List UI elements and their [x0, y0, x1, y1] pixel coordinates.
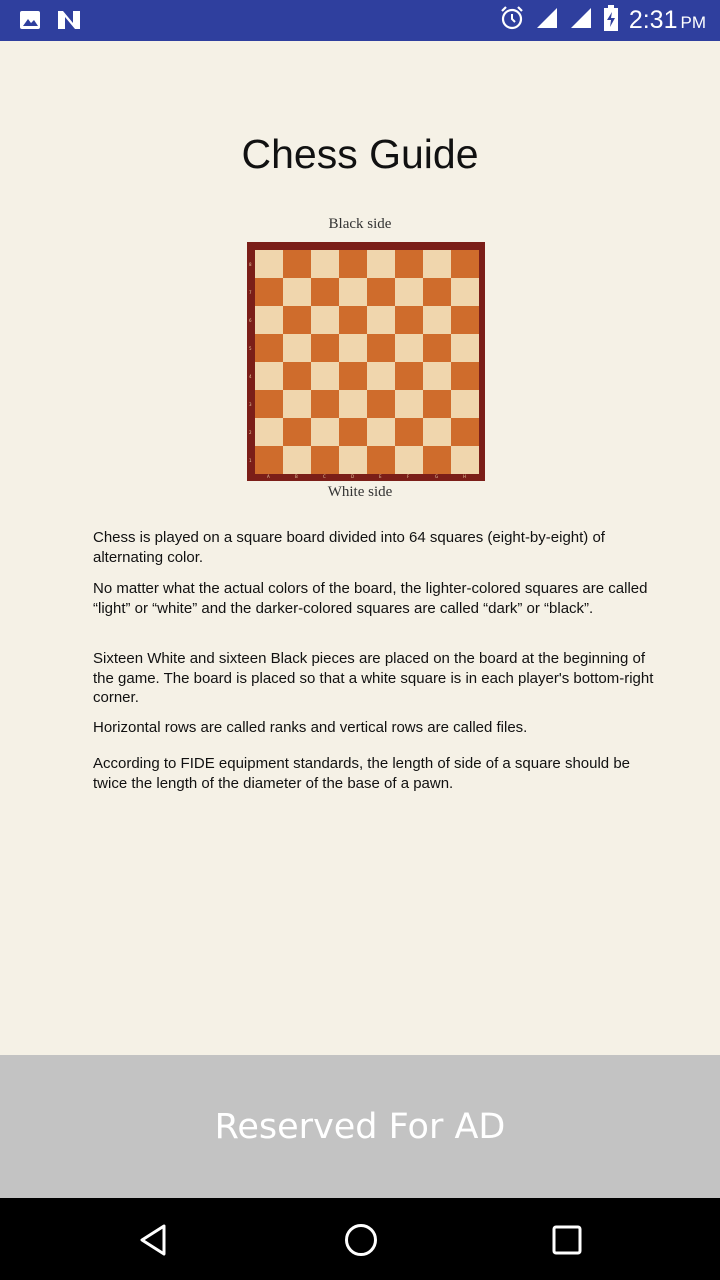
recents-icon — [551, 1224, 583, 1256]
board-square — [395, 362, 423, 390]
board-square — [451, 362, 479, 390]
board-square — [255, 446, 283, 474]
chessboard-image — [247, 242, 485, 481]
chessboard-grid — [255, 250, 479, 474]
board-square — [311, 278, 339, 306]
board-square — [339, 418, 367, 446]
page-title: Chess Guide — [241, 131, 479, 177]
file-label: C — [323, 474, 326, 479]
board-square — [339, 250, 367, 278]
board-square — [451, 390, 479, 418]
ad-banner[interactable] — [0, 1055, 720, 1198]
board-square — [311, 418, 339, 446]
board-square — [451, 278, 479, 306]
board-square — [423, 418, 451, 446]
board-square — [367, 278, 395, 306]
board-square — [395, 446, 423, 474]
status-bar — [0, 0, 720, 41]
clock-time: 2:31 PM — [628, 6, 706, 34]
back-icon — [138, 1223, 170, 1257]
guide-paragraph: According to FIDE equipment standards, the length of side of a square should be twice the length of the diameter of the base of a pawn. — [93, 755, 630, 792]
file-label: E — [379, 474, 382, 479]
board-square — [339, 306, 367, 334]
file-label: D — [351, 474, 355, 479]
rank-label: 1 — [249, 458, 252, 463]
rank-label: 3 — [249, 402, 252, 407]
n-notification-icon — [56, 8, 82, 37]
board-square — [451, 418, 479, 446]
board-square — [311, 250, 339, 278]
board-square — [283, 362, 311, 390]
board-square — [423, 334, 451, 362]
board-square — [311, 390, 339, 418]
image-icon — [18, 8, 42, 37]
board-square — [395, 390, 423, 418]
board-square — [423, 278, 451, 306]
board-square — [255, 418, 283, 446]
board-square — [311, 446, 339, 474]
rank-label: 6 — [249, 318, 252, 323]
guide-paragraph: Chess is played on a square board divided into 64 squares (eight-by-eight) of alternating color. — [93, 529, 605, 566]
board-square — [339, 278, 367, 306]
signal-icon — [569, 6, 593, 35]
board-square — [451, 334, 479, 362]
rank-label: 2 — [249, 430, 252, 435]
board-square — [395, 334, 423, 362]
guide-paragraph: Sixteen White and sixteen Black pieces are placed on the board at the beginning of the game. The board is placed so that a white square is in each player's bottom-right corner. — [93, 650, 654, 706]
file-label: F — [407, 474, 410, 479]
board-square — [255, 390, 283, 418]
rank-label: 7 — [249, 290, 252, 295]
file-label: B — [295, 474, 298, 479]
board-square — [423, 390, 451, 418]
board-square — [339, 390, 367, 418]
file-label: G — [435, 474, 439, 479]
board-square — [395, 278, 423, 306]
board-square — [255, 306, 283, 334]
board-square — [395, 250, 423, 278]
board-square — [451, 250, 479, 278]
board-square — [283, 278, 311, 306]
recents-button[interactable] — [545, 1218, 589, 1262]
white-side-label: White side — [327, 484, 393, 500]
guide-content[interactable] — [0, 41, 720, 1055]
black-side-label: Black side — [328, 216, 392, 232]
board-square — [255, 250, 283, 278]
board-square — [423, 446, 451, 474]
guide-paragraph: No matter what the actual colors of the board, the lighter-colored squares are called “light” or “white” and the darker-colored squares are called “dark” or “black”. — [93, 580, 648, 617]
board-square — [255, 362, 283, 390]
alarm-icon — [499, 5, 525, 36]
board-square — [255, 334, 283, 362]
board-square — [283, 306, 311, 334]
board-square — [311, 362, 339, 390]
board-square — [339, 362, 367, 390]
board-square — [367, 250, 395, 278]
rank-label: 4 — [249, 374, 252, 379]
battery-charging-icon — [603, 5, 619, 36]
ad-label: Reserved For AD — [214, 1106, 506, 1147]
board-square — [283, 446, 311, 474]
board-square — [283, 334, 311, 362]
board-square — [283, 390, 311, 418]
home-icon — [343, 1222, 379, 1258]
board-square — [395, 306, 423, 334]
file-label: H — [463, 474, 467, 479]
home-button[interactable] — [339, 1218, 383, 1262]
board-square — [311, 334, 339, 362]
board-square — [367, 418, 395, 446]
rank-label: 5 — [249, 346, 252, 351]
signal-icon — [535, 6, 559, 35]
board-square — [367, 306, 395, 334]
board-square — [395, 418, 423, 446]
board-square — [367, 334, 395, 362]
board-square — [367, 446, 395, 474]
board-square — [339, 446, 367, 474]
navigation-bar — [0, 1198, 720, 1280]
board-square — [311, 306, 339, 334]
board-square — [367, 390, 395, 418]
board-square — [451, 306, 479, 334]
board-square — [283, 250, 311, 278]
board-square — [423, 306, 451, 334]
board-square — [367, 362, 395, 390]
file-label: A — [267, 474, 270, 479]
board-square — [423, 250, 451, 278]
board-square — [423, 362, 451, 390]
board-square — [339, 334, 367, 362]
rank-label: 8 — [249, 262, 252, 267]
board-square — [451, 446, 479, 474]
board-square — [283, 418, 311, 446]
board-square — [255, 278, 283, 306]
guide-paragraph: Horizontal rows are called ranks and vertical rows are called files. — [93, 719, 528, 736]
back-button[interactable] — [132, 1218, 176, 1262]
